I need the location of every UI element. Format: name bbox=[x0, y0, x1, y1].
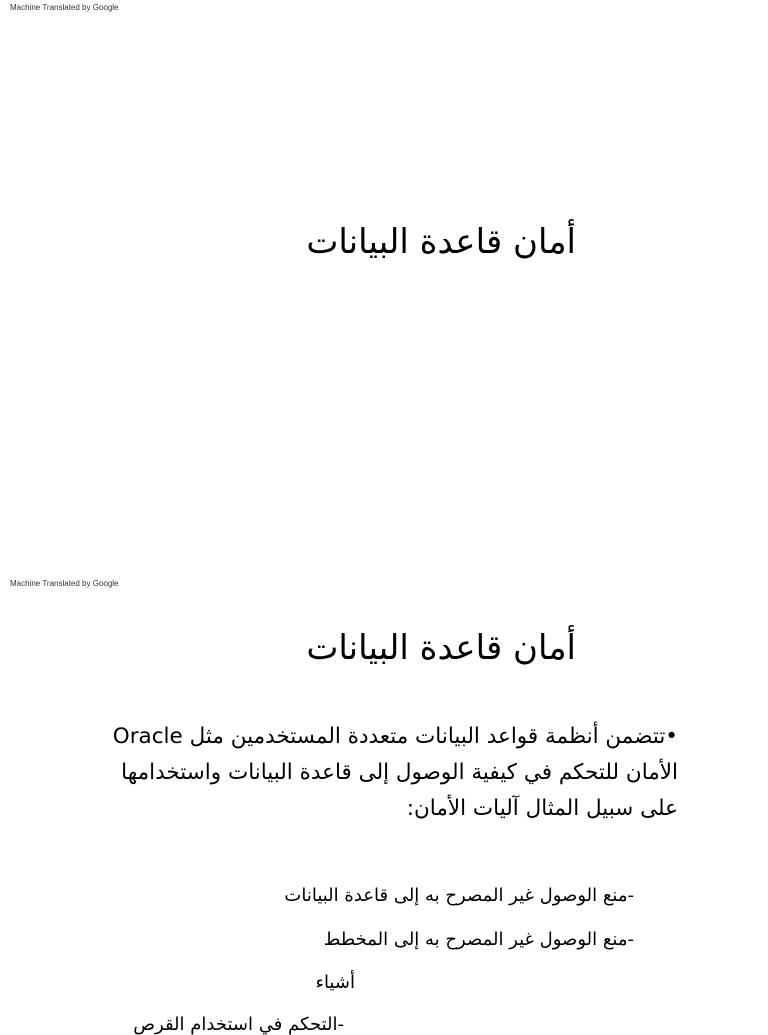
machine-translation-watermark: Machine Translated by Google bbox=[10, 579, 119, 588]
sub-item: -منع الوصول غير المصرح به إلى قاعدة البيانات bbox=[284, 885, 634, 906]
bullet-paragraph bbox=[40, 719, 678, 827]
bullet-line: على سبيل المثال آليات الأمان: bbox=[406, 796, 678, 821]
slide-2 bbox=[0, 576, 768, 1035]
sub-item: أشياء bbox=[315, 972, 355, 993]
slide-title: أمان قاعدة البيانات bbox=[306, 222, 576, 262]
slide-title: أمان قاعدة البيانات bbox=[306, 628, 576, 668]
machine-translation-watermark: Machine Translated by Google bbox=[10, 3, 119, 12]
bullet-line: •تتضمن أنظمة قواعد البيانات متعددة المستخدمين مثل Oracle bbox=[112, 724, 678, 749]
bullet-line: الأمان للتحكم في كيفية الوصول إلى قاعدة البيانات واستخدامها bbox=[121, 760, 678, 785]
sub-item: -التحكم في استخدام القرص bbox=[133, 1014, 344, 1035]
sub-item: -منع الوصول غير المصرح به إلى المخطط bbox=[323, 929, 634, 950]
